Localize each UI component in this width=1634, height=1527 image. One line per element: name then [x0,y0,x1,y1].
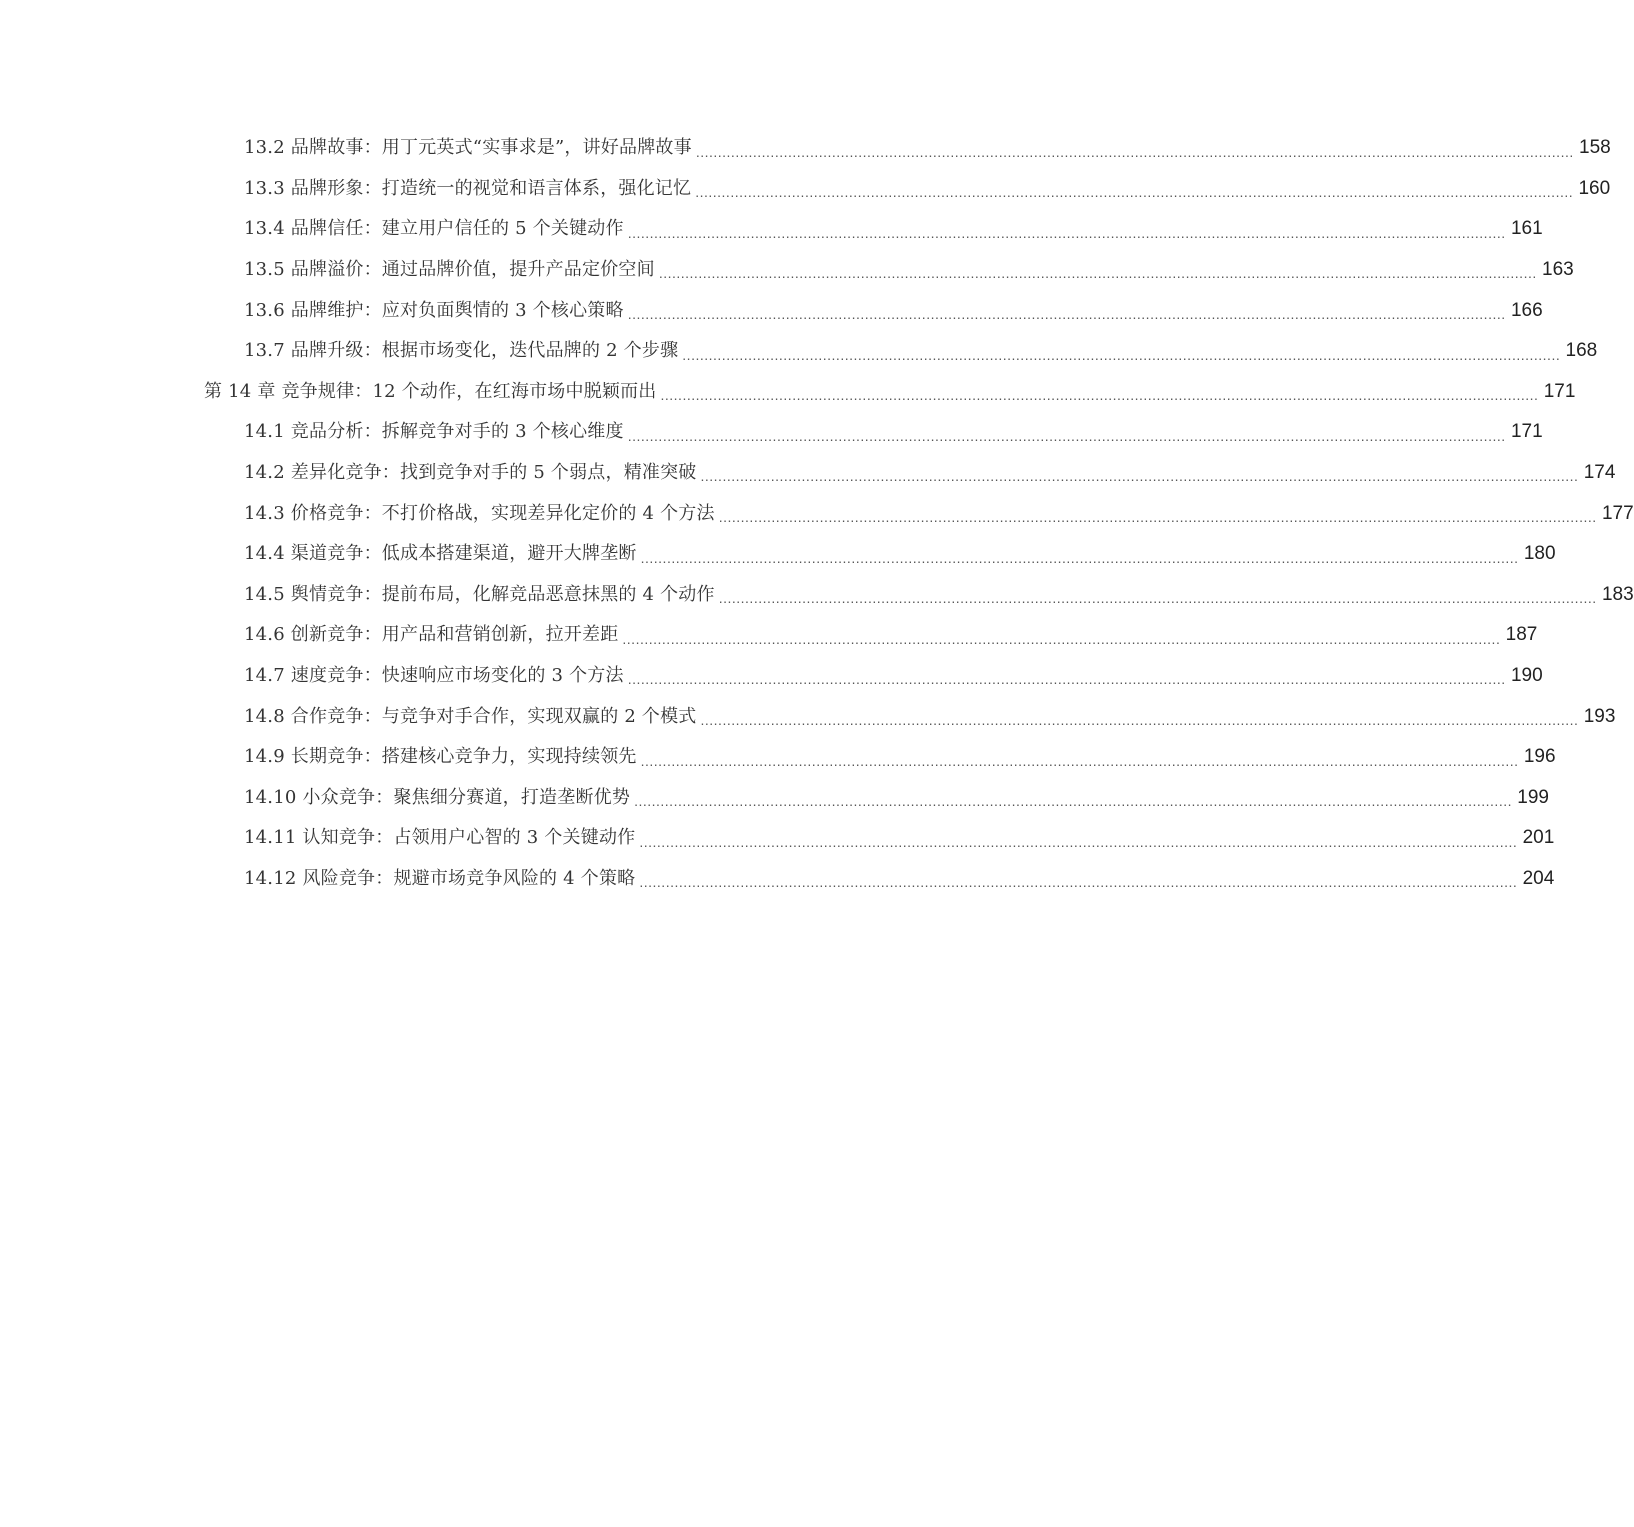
toc-leader-dots: ........................................................................................................................................................................................................ [660,387,1539,404]
toc-entry-title: 14.7 速度竞争：快速响应市场变化的 3 个方法 [244,665,624,687]
toc-chapter-entry[interactable] [0,372,1576,413]
toc-entry[interactable] [0,331,1598,372]
toc-entry-page: 183 [1601,583,1634,605]
toc-leader-dots: ........................................................................................................................................................................................................ [627,671,1506,688]
toc-chapter-title: 第 14 章 竞争规律：12 个动作，在红海市场中脱颖而出 [204,380,657,402]
toc-entry-page: 166 [1510,299,1543,321]
toc-entry[interactable] [0,818,1555,859]
toc-entry[interactable] [0,209,1543,250]
toc-entry[interactable] [0,250,1574,291]
toc-entry-page: 158 [1579,137,1611,159]
toc-entry-title: 13.2 品牌故事：用丁元英式“实事求是”，讲好品牌故事 [244,137,692,159]
toc-leader-dots: ........................................................................................................................................................................................................ [627,427,1506,444]
toc-entry-page: 196 [1523,746,1556,768]
toc-entry-page: 204 [1522,867,1555,889]
toc-entry-title: 13.4 品牌信任：建立用户信任的 5 个关键动作 [244,218,624,240]
toc-entry-title: 14.3 价格竞争：不打价格战，实现差异化定价的 4 个方法 [244,502,715,524]
toc-entry[interactable] [0,778,1549,819]
toc-leader-dots: ........................................................................................................................................................................................................ [634,793,1512,810]
toc-entry[interactable] [0,534,1556,575]
toc-entry-page: 190 [1510,665,1543,687]
toc-entry-page: 171 [1510,421,1543,443]
toc-entry[interactable] [0,737,1556,778]
toc-entry[interactable] [0,412,1543,453]
toc-entry[interactable] [0,290,1543,331]
toc-entry-page: 201 [1522,827,1555,849]
toc-leader-dots: ........................................................................................................................................................................................................ [700,711,1579,728]
toc-entry-title: 14.11 认知竞争：占领用户心智的 3 个关键动作 [244,827,636,849]
toc-leader-dots: ........................................................................................................................................................................................................ [695,184,1574,201]
table-of-contents [0,128,1634,899]
toc-leader-dots: ........................................................................................................................................................................................................ [640,752,1519,769]
toc-entry[interactable] [0,656,1543,697]
toc-entry-title: 13.3 品牌形象：打造统一的视觉和语言体系，强化记忆 [244,177,692,199]
toc-entry-title: 14.4 渠道竞争：低成本搭建渠道，避开大牌垄断 [244,543,637,565]
toc-leader-dots: ........................................................................................................................................................................................................ [682,346,1561,363]
toc-entry-title: 14.2 差异化竞争：找到竞争对手的 5 个弱点，精准突破 [244,462,697,484]
toc-entry-page: 163 [1542,259,1574,281]
toc-entry[interactable] [0,859,1555,900]
toc-entry-title: 14.12 风险竞争：规避市场竞争风险的 4 个策略 [244,867,636,889]
toc-entry-page: 187 [1505,624,1538,646]
toc-entry-page: 177 [1601,502,1634,524]
toc-entry[interactable] [0,696,1616,737]
toc-entry-title: 13.5 品牌溢价：通过品牌价值，提升产品定价空间 [244,259,655,281]
toc-entry-title: 14.9 长期竞争：搭建核心竞争力，实现持续领先 [244,746,637,768]
toc-entry[interactable] [0,128,1611,169]
toc-entry-title: 13.7 品牌升级：根据市场变化，迭代品牌的 2 个步骤 [244,340,679,362]
toc-leader-dots: ........................................................................................................................................................................................................ [700,468,1579,485]
toc-entry-page: 160 [1578,177,1611,199]
toc-leader-dots: ........................................................................................................................................................................................................ [718,508,1597,525]
toc-entry-title: 14.8 合作竞争：与竞争对手合作，实现双赢的 2 个模式 [244,705,697,727]
toc-entry-title: 14.1 竞品分析：拆解竞争对手的 3 个核心维度 [244,421,624,443]
toc-entry-title: 13.6 品牌维护：应对负面舆情的 3 个核心策略 [244,299,624,321]
toc-leader-dots: ........................................................................................................................................................................................................ [695,143,1574,160]
toc-entry[interactable] [0,169,1611,210]
toc-leader-dots: ........................................................................................................................................................................................................ [627,305,1506,322]
toc-leader-dots: ........................................................................................................................................................................................................ [627,224,1506,241]
toc-entry-title: 14.10 小众竞争：聚焦细分赛道，打造垄断优势 [244,786,631,808]
toc-entry[interactable] [0,493,1634,534]
toc-entry-page: 180 [1523,543,1556,565]
toc-entry-title: 14.5 舆情竞争：提前布局，化解竞品恶意抹黑的 4 个动作 [244,583,715,605]
toc-leader-dots: ........................................................................................................................................................................................................ [718,590,1597,607]
toc-entry-page: 174 [1583,462,1616,484]
toc-entry-page: 199 [1517,786,1549,808]
toc-entry-page: 161 [1510,218,1543,240]
toc-entry-page: 193 [1583,705,1616,727]
toc-entry-title: 14.6 创新竞争：用产品和营销创新，拉开差距 [244,624,619,646]
toc-entry[interactable] [0,453,1616,494]
toc-leader-dots: ........................................................................................................................................................................................................ [639,874,1518,891]
toc-leader-dots: ........................................................................................................................................................................................................ [622,630,1501,647]
toc-leader-dots: ........................................................................................................................................................................................................ [640,549,1519,566]
toc-leader-dots: ........................................................................................................................................................................................................ [658,265,1537,282]
toc-entry[interactable] [0,615,1538,656]
toc-entry-page: 171 [1543,380,1576,402]
toc-entry-page: 168 [1565,340,1598,362]
toc-entry[interactable] [0,575,1634,616]
toc-leader-dots: ........................................................................................................................................................................................................ [639,833,1518,850]
